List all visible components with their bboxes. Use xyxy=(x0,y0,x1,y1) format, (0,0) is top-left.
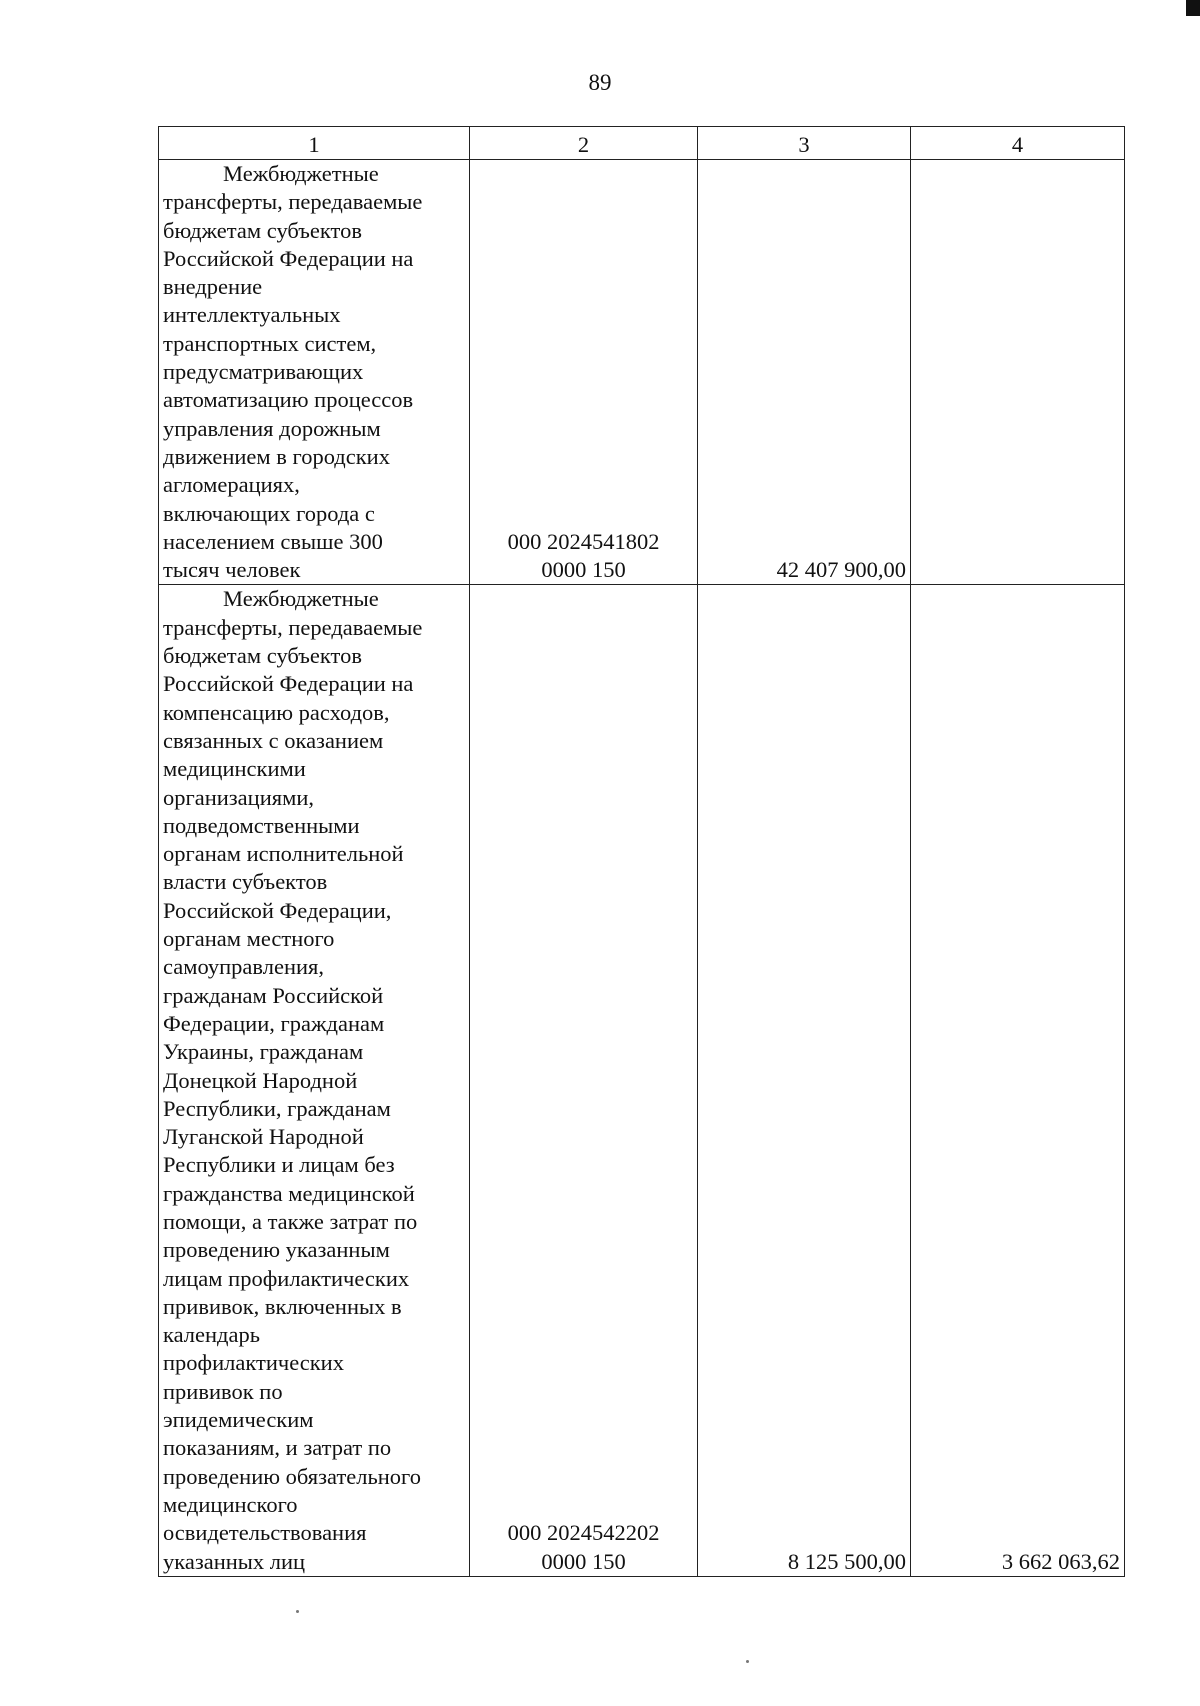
scan-speck xyxy=(746,1660,749,1663)
table-row xyxy=(159,585,1125,1576)
text-line: Донецкой Народной xyxy=(163,1067,358,1093)
row-2-amount-col4: 3 662 063,62 xyxy=(911,585,1125,1576)
text-line: медицинского xyxy=(163,1491,298,1517)
text-line: включающих города с xyxy=(163,500,375,526)
text-line: гражданам Российской xyxy=(163,982,384,1008)
text-line: гражданства медицинской xyxy=(163,1180,415,1206)
text-line: агломерациях, xyxy=(163,472,300,498)
header-cell-1: 1 xyxy=(159,127,470,160)
text-line: органам исполнительной xyxy=(163,841,404,867)
text-line: самоуправления, xyxy=(163,954,325,980)
text-line: эпидемическим xyxy=(163,1407,314,1433)
text-line: власти субъектов xyxy=(163,869,328,895)
text-line: трансферты, передаваемые xyxy=(163,614,423,640)
text-line: прививок по xyxy=(163,1378,283,1404)
row-1-code xyxy=(470,160,698,585)
text-line: указанных лиц xyxy=(163,1548,306,1574)
text-line: календарь xyxy=(163,1322,260,1348)
text-line: предусматривающих xyxy=(163,359,364,385)
text-line: Межбюджетные xyxy=(223,161,379,186)
text-line: Федерации, гражданам xyxy=(163,1010,385,1036)
text-line: лицам профилактических xyxy=(163,1265,410,1291)
text-line: прививок, включенных в xyxy=(163,1293,402,1319)
text-line: транспортных систем, xyxy=(163,330,377,356)
row-2-code xyxy=(470,585,698,1576)
page-number: 89 xyxy=(588,70,612,95)
text-line: Республики и лицам без xyxy=(163,1152,395,1178)
budget-table xyxy=(158,126,1125,1577)
header-cell-2: 2 xyxy=(470,127,698,160)
text-line: проведению обязательного xyxy=(163,1463,421,1489)
text-line: населением свыше 300 xyxy=(163,528,383,554)
text-line: органам местного xyxy=(163,926,335,952)
text-line: 000 2024541802 xyxy=(507,528,660,554)
text-line: компенсацию расходов, xyxy=(163,699,390,725)
text-line: Украины, гражданам xyxy=(163,1039,364,1065)
text-line: бюджетам субъектов xyxy=(163,643,362,669)
row-1-description xyxy=(159,160,470,585)
text-line: Российской Федерации на xyxy=(163,245,414,271)
text-line: 0000 150 xyxy=(541,1548,626,1574)
text-line: Российской Федерации, xyxy=(163,897,392,923)
text-line: связанных с оказанием xyxy=(163,727,384,753)
text-line: трансферты, передаваемые xyxy=(163,189,423,215)
text-line: 000 2024542202 xyxy=(507,1520,660,1546)
text-line: Луганской Народной xyxy=(163,1124,364,1150)
text-line: тысяч человек xyxy=(163,557,301,583)
text-line: медицинскими xyxy=(163,756,306,782)
text-line: Межбюджетные xyxy=(223,586,379,612)
row-2-description xyxy=(159,585,470,1576)
text-line: показаниям, и затрат по xyxy=(163,1435,392,1461)
text-line: помощи, а также затрат по xyxy=(163,1208,418,1234)
header-cell-3: 3 xyxy=(698,127,911,160)
text-line: проведению указанным xyxy=(163,1237,390,1263)
text-line: подведомственными xyxy=(163,812,360,838)
text-line: бюджетам субъектов xyxy=(163,217,362,243)
text-line: управления дорожным xyxy=(163,415,381,441)
row-2-amount-col3: 8 125 500,00 xyxy=(698,585,911,1576)
table-header-row xyxy=(159,127,1125,160)
text-line: 0000 150 xyxy=(541,557,626,583)
text-line: организациями, xyxy=(163,784,315,810)
text-line: профилактических xyxy=(163,1350,344,1376)
text-line: интеллектуальных xyxy=(163,302,341,328)
text-line: Российской Федерации на xyxy=(163,671,414,697)
row-1-amount-col4 xyxy=(911,160,1125,585)
text-line: освидетельствования xyxy=(163,1520,367,1546)
header-cell-4: 4 xyxy=(911,127,1125,160)
table-row xyxy=(159,160,1125,585)
text-line: движением в городских xyxy=(163,443,390,469)
text-line: внедрение xyxy=(163,274,263,300)
row-1-amount-col3: 42 407 900,00 xyxy=(698,160,911,585)
scan-speck xyxy=(296,1610,299,1613)
scan-corner-mark xyxy=(1186,0,1200,16)
text-line: Республики, гражданам xyxy=(163,1095,391,1121)
text-line: автоматизацию процессов xyxy=(163,387,414,413)
